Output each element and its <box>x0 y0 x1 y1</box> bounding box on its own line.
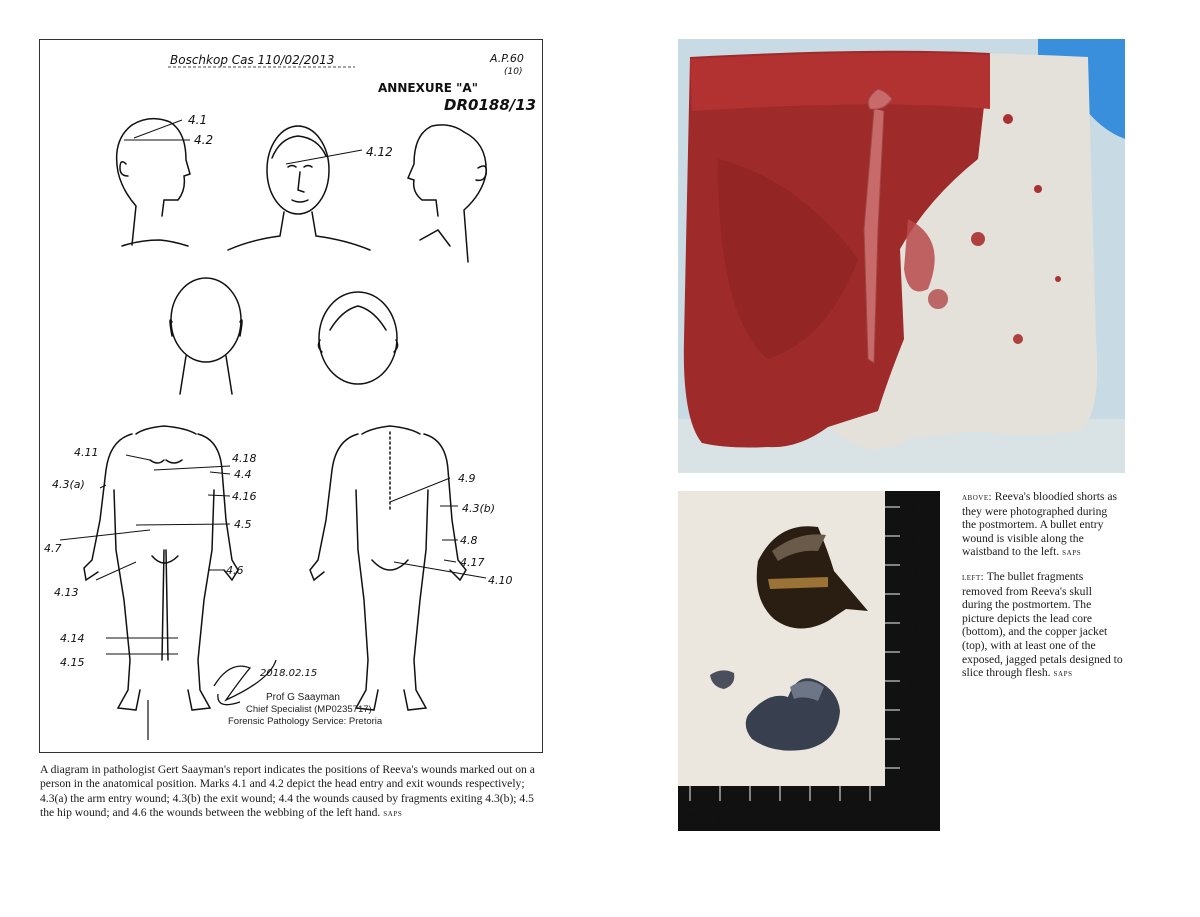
left-caption-credit: saps <box>1053 668 1073 680</box>
ruler-v-40: 40 <box>907 534 920 548</box>
mark-4-16: 4.16 <box>232 490 257 503</box>
bullet-fragments-photo <box>678 491 940 831</box>
mark-4-15: 4.15 <box>60 656 85 669</box>
case-header: Boschkop Cas 110/02/2013 <box>170 53 335 67</box>
mark-4-14: 4.14 <box>60 632 85 645</box>
ruler-v-0: 0 <box>907 766 920 773</box>
wound-diagram-drawing <box>40 40 542 752</box>
body-back <box>310 426 466 710</box>
head-views <box>117 119 487 394</box>
mark-4-13: 4.13 <box>54 586 79 599</box>
mark-4-17: 4.17 <box>460 556 485 569</box>
mark-4-10: 4.10 <box>488 574 513 587</box>
above-caption-lead: above: <box>962 492 992 503</box>
ruler-v-35: 35 <box>907 563 920 577</box>
dr-number: DR0188/13 <box>444 96 537 114</box>
above-caption <box>962 490 1124 560</box>
ruler-h-25: 25 <box>714 810 728 823</box>
mark-4-9: 4.9 <box>458 472 476 485</box>
mark-4-5: 4.5 <box>234 518 252 531</box>
ruler-v-5: 5 <box>907 737 920 744</box>
mark-4-11: 4.11 <box>74 446 99 459</box>
bullet-fragments-image <box>678 491 940 831</box>
mark-4-4: 4.4 <box>234 468 252 481</box>
diagram-caption <box>40 763 545 821</box>
ruler-h-20: 20 <box>744 810 758 823</box>
ruler-v-10: 10 <box>907 708 920 722</box>
stamp-service: Forensic Pathology Service: Pretoria <box>228 716 383 727</box>
ruler-h-15: 15 <box>774 810 788 823</box>
ruler-v-25: 25 <box>907 621 920 635</box>
ruler-v-20: 20 <box>907 650 920 664</box>
shorts-photo <box>678 39 1125 473</box>
left-caption-text: The bullet fragments removed from Reeva's skull during the postmortem. The picture depicts the lead core (bottom), and the copper jacket (top), with at least one of the exposed, jagged petals designed to slice through flesh. <box>962 569 1123 680</box>
ruler-v-15: 15 <box>907 679 920 693</box>
mark-4-12: 4.12 <box>366 145 393 159</box>
shorts-photo-image <box>678 39 1125 473</box>
left-caption <box>962 570 1124 681</box>
diagram-caption-text: A diagram in pathologist Gert Saayman's report indicates the positions of Reeva's wounds marked out on a person in the anatomical position. Marks 4.1 and 4.2 depict the head entry and exit wounds respectively; 4.3(a) the arm entry wound; 4.3(b) the exit wound; 4.4 the wounds caused by fragments exiting 4.3(b); 4.5 the hip wound; and 4.6 the wounds between the webbing of the left hand. <box>40 763 535 819</box>
photo-captions <box>962 490 1124 691</box>
ruler-v-30: 30 <box>907 592 920 606</box>
above-caption-credit: saps <box>1062 547 1082 559</box>
page-ref: A.P.60 <box>490 52 524 65</box>
mark-4-8: 4.8 <box>460 534 478 547</box>
above-caption-text: Reeva's bloodied shorts as they were photographed during the postmortem. A bullet entry wound is visible along the waistband to the left. <box>962 490 1117 559</box>
ruler-h-0: 0 <box>868 810 875 823</box>
annexure-label: ANNEXURE "A" <box>378 81 478 95</box>
mark-4-2: 4.2 <box>194 133 214 147</box>
body-front <box>84 426 238 710</box>
left-caption-lead: left: <box>962 571 984 583</box>
mark-4-18: 4.18 <box>232 452 257 465</box>
mark-4-3b: 4.3(b) <box>462 502 496 515</box>
signature-date: 2018.02.15 <box>260 668 318 679</box>
mark-4-6: 4.6 <box>226 564 244 577</box>
ruler-v-45: 45 <box>907 505 920 519</box>
diagram-caption-credit: saps <box>383 807 403 819</box>
page-ref-sub: (10) <box>504 67 523 77</box>
ruler-h-10: 10 <box>804 810 818 823</box>
wound-diagram <box>39 39 543 753</box>
mark-4-3a: 4.3(a) <box>52 478 85 491</box>
mark-4-7: 4.7 <box>44 542 62 555</box>
ruler-h-5: 5 <box>838 810 845 823</box>
stamp-name: Prof G Saayman <box>266 692 340 703</box>
stamp-title: Chief Specialist (MP0235717) <box>246 704 372 715</box>
ruler-h-30: 30 <box>684 810 698 823</box>
mark-4-1: 4.1 <box>188 113 208 127</box>
